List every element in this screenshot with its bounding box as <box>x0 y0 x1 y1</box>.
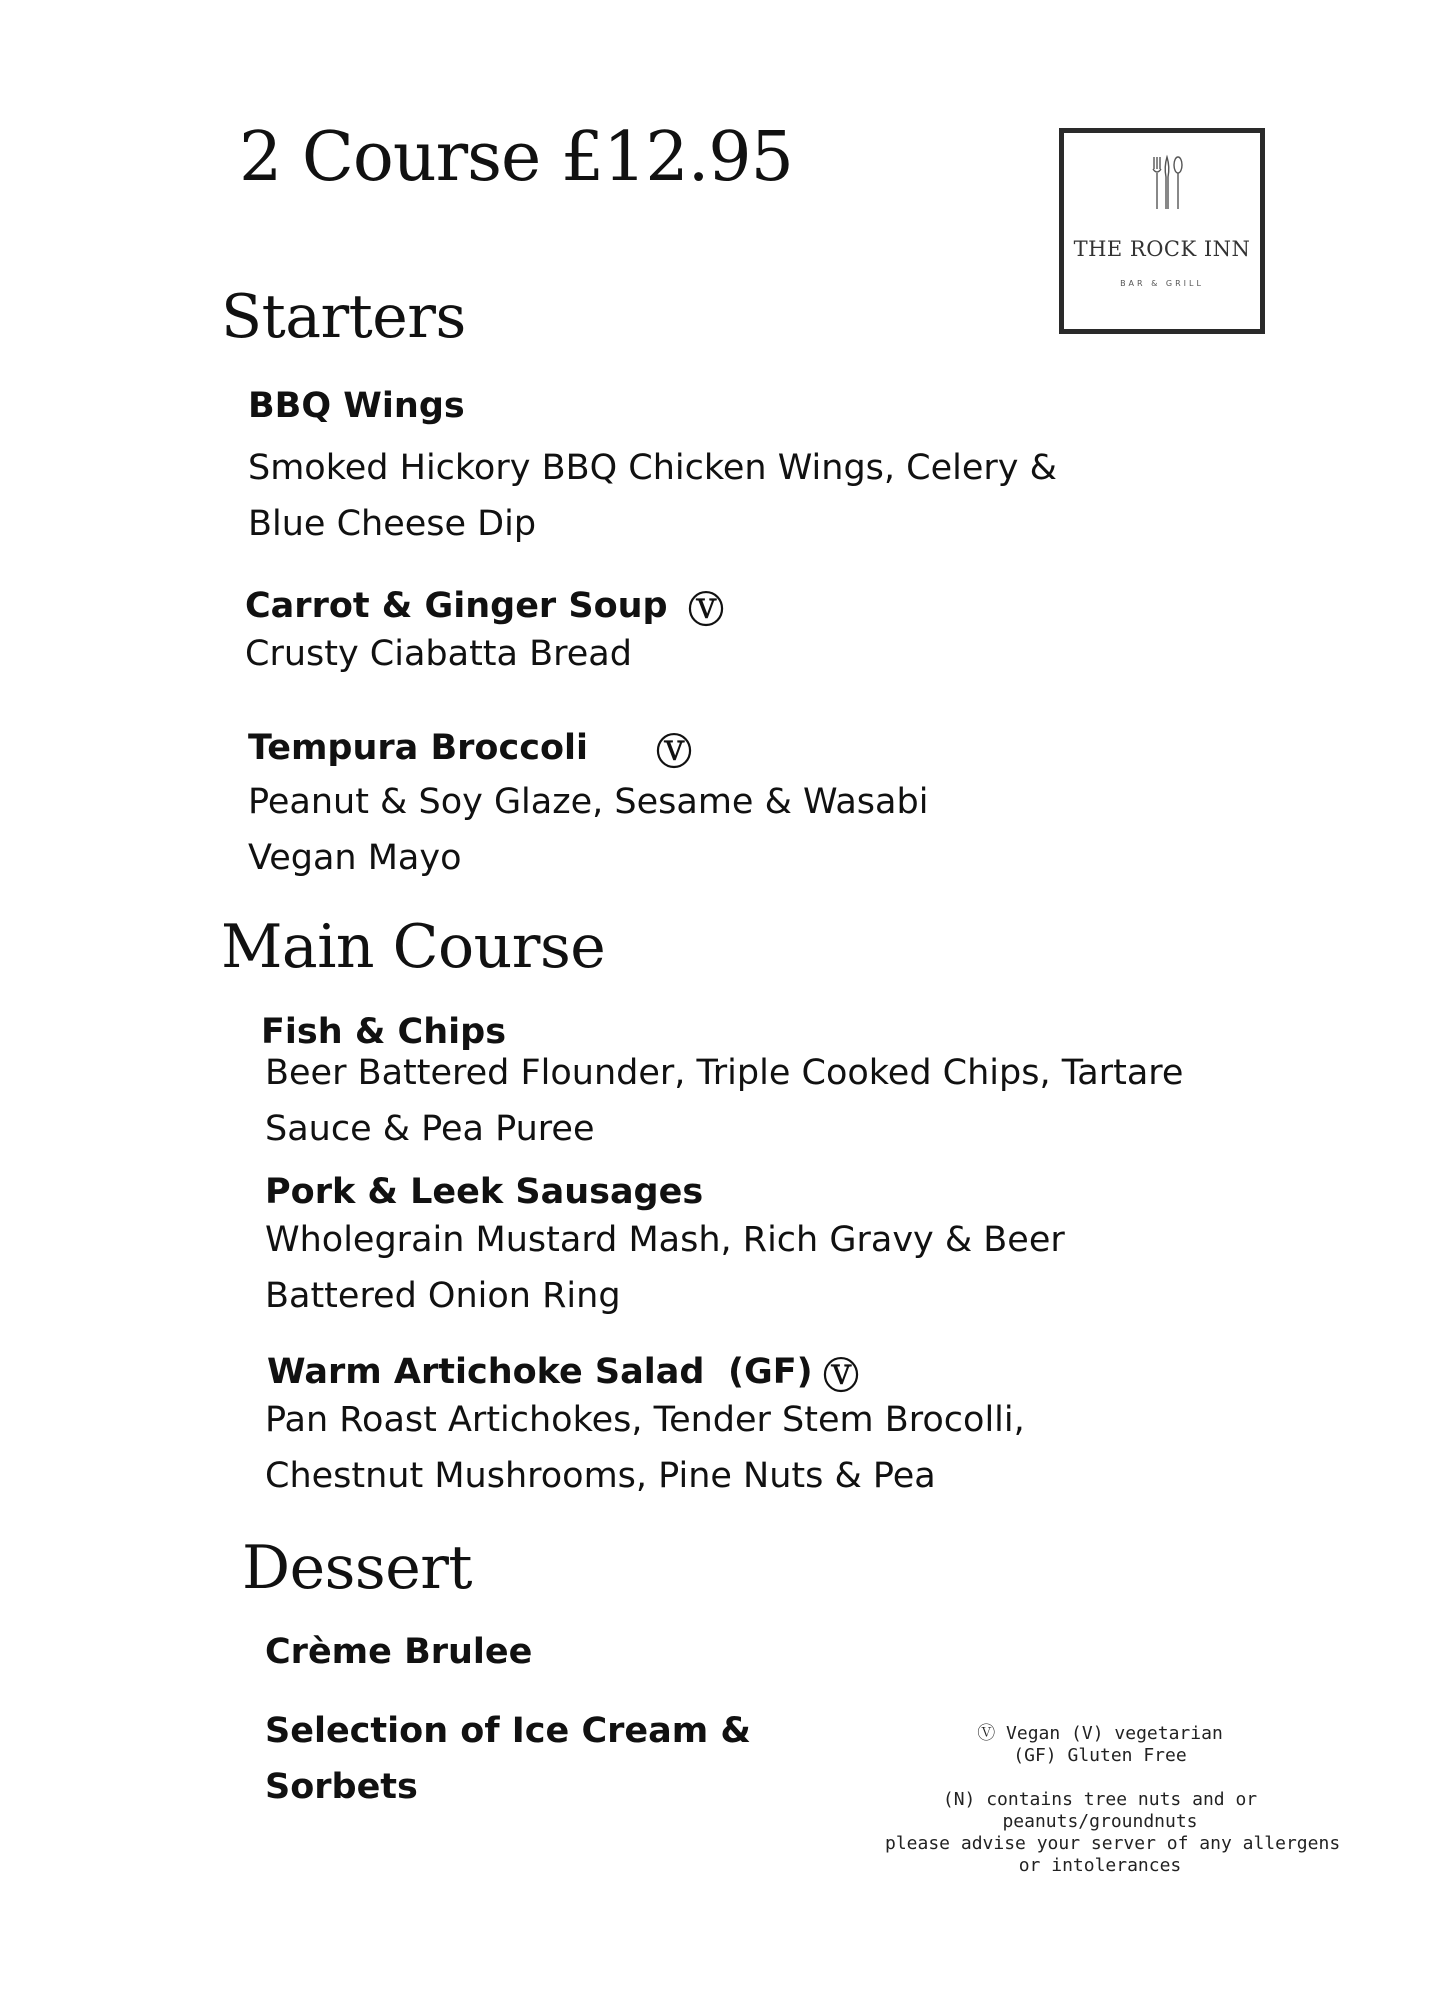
logo-subtitle: BAR & GRILL <box>1120 279 1204 288</box>
section-heading-dessert: Dessert <box>242 1533 472 1603</box>
dish-name: Pork & Leek Sausages <box>265 1172 704 1212</box>
dish-name: Crème Brulee <box>265 1632 533 1672</box>
dish-name: BBQ Wings <box>248 386 465 426</box>
vegan-mark-icon: Ⓥ <box>823 1356 860 1397</box>
dish-description: Smoked Hickory BBQ Chicken Wings, Celery & Blue Cheese Dip <box>248 448 1057 544</box>
dish-description: Peanut & Soy Glaze, Sesame & Wasabi Vegan Mayo <box>248 782 929 878</box>
dish-description: Pan Roast Artichokes, Tender Stem Brocolli, Chestnut Mushrooms, Pine Nuts & Pea <box>265 1400 1025 1496</box>
vegan-mark-icon: Ⓥ <box>688 590 725 631</box>
dish-description: Crusty Ciabatta Bread <box>245 634 632 674</box>
allergen-legend: Ⓥ Vegan (V) vegetarian (GF) Gluten Free (N) contains tree nuts and or peanuts/groundnuts please advise your server of any allergens or intolerances <box>885 1723 1341 1876</box>
dish-name: Selection of Ice Cream & Sorbets <box>265 1711 751 1807</box>
vegan-mark-icon: Ⓥ <box>656 732 693 773</box>
section-heading-starters: Starters <box>221 282 466 352</box>
restaurant-logo <box>1059 128 1265 334</box>
dish-name: Carrot & Ginger Soup <box>245 586 668 626</box>
gluten-free-tag: (GF) <box>728 1352 813 1392</box>
section-heading-main-course: Main Course <box>221 912 606 982</box>
page-title: 2 Course £12.95 <box>239 118 793 197</box>
dish-name: Warm Artichoke Salad <box>267 1352 705 1392</box>
dish-name: Fish & Chips <box>261 1012 507 1052</box>
dish-name: Tempura Broccoli <box>248 728 588 768</box>
logo-name: THE ROCK INN <box>1073 237 1251 261</box>
dish-description: Wholegrain Mustard Mash, Rich Gravy & Beer Battered Onion Ring <box>265 1220 1065 1316</box>
dish-description: Beer Battered Flounder, Triple Cooked Chips, Tartare Sauce & Pea Puree <box>265 1053 1184 1149</box>
cutlery-icon <box>1150 153 1184 213</box>
